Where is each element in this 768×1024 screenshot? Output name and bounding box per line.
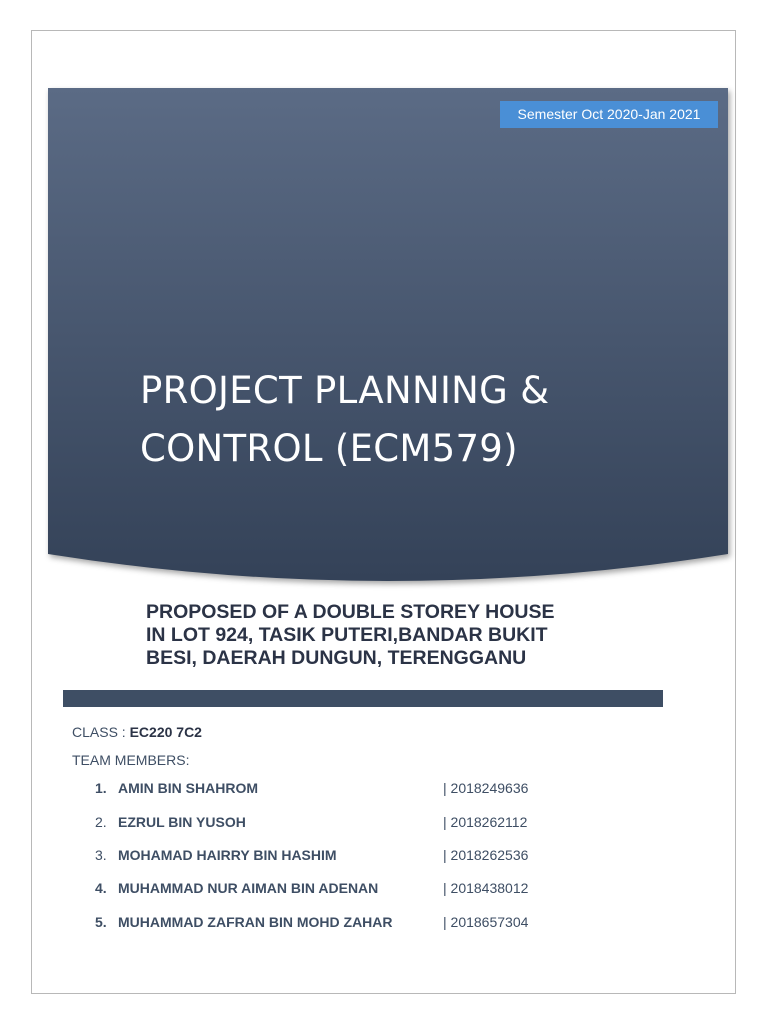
section-divider <box>63 690 663 707</box>
class-info <box>72 724 202 740</box>
subtitle-line-2: IN LOT 924, TASIK PUTERI,BANDAR BUKIT <box>146 624 548 646</box>
team-member-row <box>95 780 555 798</box>
team-members-label: TEAM MEMBERS: <box>72 752 190 768</box>
member-name: MUHAMMAD NUR AIMAN BIN ADENAN <box>118 880 379 896</box>
class-value: EC220 7C2 <box>129 724 202 740</box>
member-number: 1. <box>95 780 107 796</box>
title-line-2: CONTROL (ECM579) <box>140 427 518 470</box>
member-id: | 2018262536 <box>443 847 529 863</box>
member-number: 5. <box>95 914 107 930</box>
semester-badge: Semester Oct 2020-Jan 2021 <box>500 101 718 128</box>
team-member-row <box>95 814 555 832</box>
member-name: AMIN BIN SHAHROM <box>118 780 258 796</box>
member-name: MOHAMAD HAIRRY BIN HASHIM <box>118 847 337 863</box>
document-title <box>140 362 700 478</box>
team-member-row <box>95 847 555 865</box>
member-number: 2. <box>95 814 107 830</box>
member-number: 3. <box>95 847 107 863</box>
subtitle-line-1: PROPOSED OF A DOUBLE STOREY HOUSE <box>146 601 555 623</box>
member-id: | 2018262112 <box>443 814 528 830</box>
member-id: | 2018249636 <box>443 780 529 796</box>
project-subtitle <box>146 601 606 670</box>
title-line-1: PROJECT PLANNING & <box>140 369 550 412</box>
subtitle-line-3: BESI, DAERAH DUNGUN, TERENGGANU <box>146 647 527 669</box>
class-label: CLASS : <box>72 724 130 740</box>
member-name: MUHAMMAD ZAFRAN BIN MOHD ZAHAR <box>118 914 393 930</box>
team-member-row <box>95 914 555 932</box>
member-number: 4. <box>95 880 107 896</box>
member-id: | 2018438012 <box>443 880 529 896</box>
cover-banner <box>48 88 728 584</box>
team-member-row <box>95 880 555 898</box>
member-id: | 2018657304 <box>443 914 529 930</box>
member-name: EZRUL BIN YUSOH <box>118 814 246 830</box>
